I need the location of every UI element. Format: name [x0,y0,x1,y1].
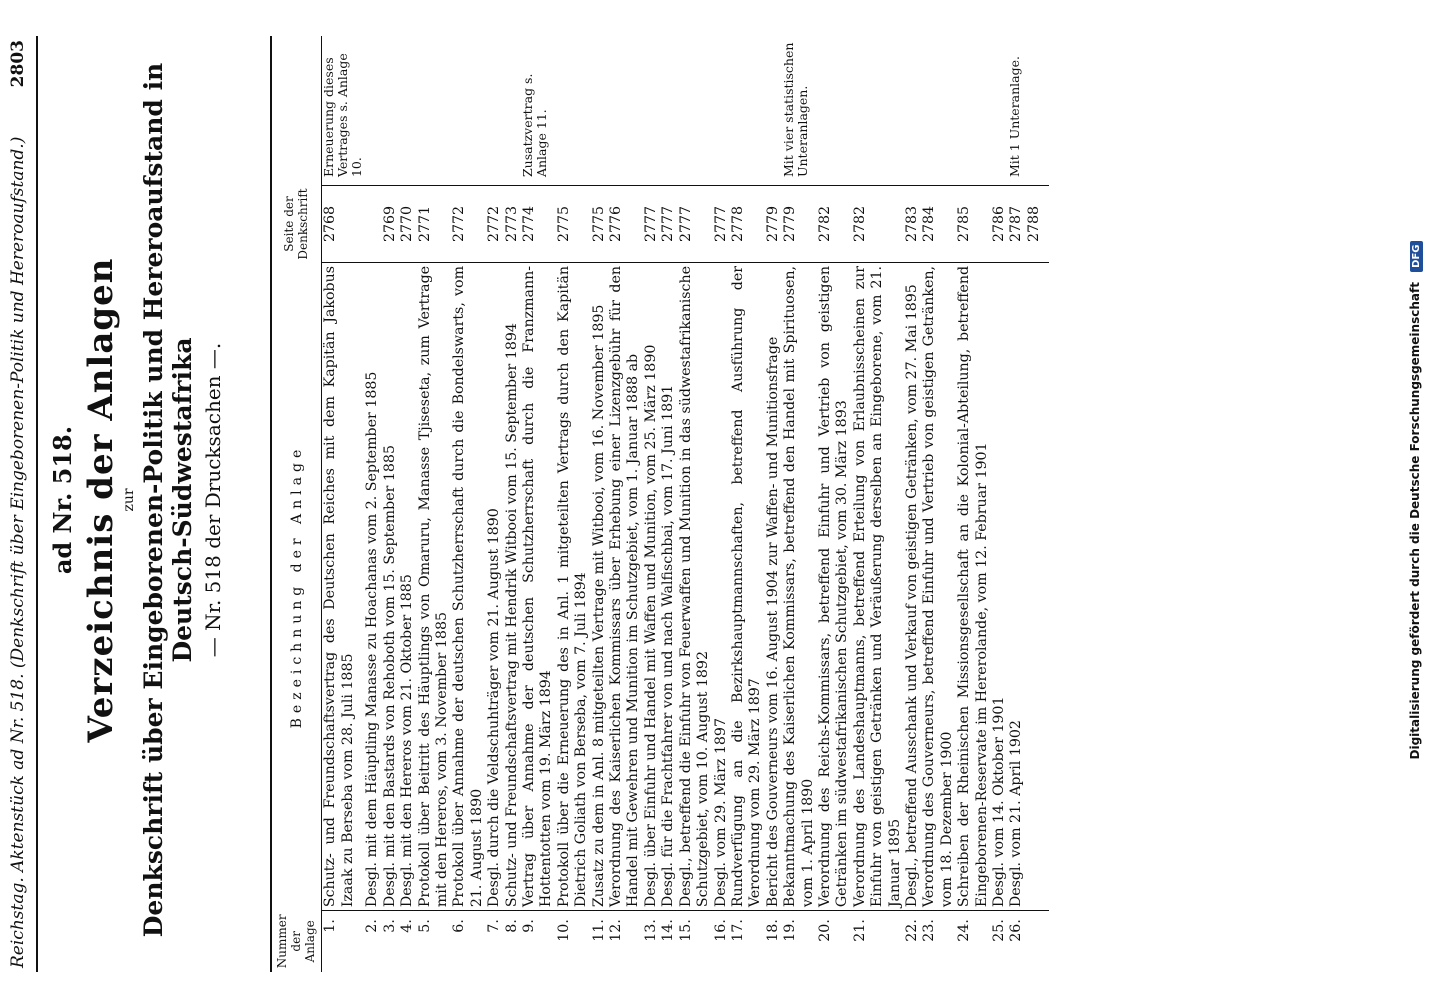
row-page: 2775 [556,186,591,263]
row-page: 2783 [904,186,921,263]
row-description: Schutz- und Freundschaftsvertrag mit Hendrik Witbooi vom 15. September 1894 [504,262,521,910]
row-description: Desgl. vom 14. Oktober 1901 [991,262,1008,910]
row-remark [504,36,521,186]
header-description: Bezeichnung der Anlage [271,262,322,910]
table-header-row [271,36,322,972]
row-description: Protokoll über die Erneuerung des in Anl. 1 mitgeteilten Vertrags durch den Kapitän Dietrich Goliath von Berseba, vom 7. Juli 1894 [556,262,591,910]
table-row [713,36,730,972]
row-number: 22. [903,919,920,942]
row-page: 2788 [1026,186,1049,263]
row-number: 25. [991,919,1008,942]
row-page: 2770 [399,186,416,263]
row-number: 21. [851,919,868,942]
table-row [382,36,399,972]
table-row [852,36,904,972]
row-remark [364,36,381,186]
row-remark [451,36,486,186]
table-body [322,36,1049,972]
table-row [643,36,660,972]
row-remark [678,36,713,186]
row-page: 2784 [921,186,956,263]
row-page [364,186,381,263]
row-page: 2777 [660,186,677,263]
row-number: 7. [486,919,503,933]
row-remark [591,36,608,186]
row-number: 4. [399,919,416,933]
row-description: Desgl., betreffend Ausschank und Verkauf von geistigen Getränken, vom 27. Mai 1895 [904,262,921,910]
page-number: 2803 [8,40,28,88]
table-row [322,36,365,972]
title-block [42,60,225,940]
row-page: 2786 [991,186,1008,263]
row-page: 2777 [678,186,713,263]
row-remark: Zusatzvertrag s. Anlage 11. [520,73,550,178]
row-number: 20. [816,919,833,942]
row-remark [730,36,765,186]
table-row [399,36,416,972]
table-row [782,36,817,972]
row-remark [556,36,591,186]
row-description: Protokoll über Annahme der deutschen Schutzherrschaft durch die Bondelswarts, vom 21. August 1890 [451,262,486,910]
row-page: 2768 [322,186,365,263]
row-number: 6. [451,919,468,933]
header-remarks [271,36,322,186]
row-page: 2777 [643,186,660,263]
row-remark [817,36,852,186]
row-page: 2772 [486,186,503,263]
row-number: 12. [608,919,625,942]
running-header [2,36,38,972]
row-description: Desgl. durch die Veldschuhträger vom 21. August 1890 [486,262,503,910]
row-remark [921,36,956,186]
row-number: 19. [782,919,799,942]
row-remark [643,36,660,186]
table-row [364,36,381,972]
table-row [678,36,713,972]
row-number: 11. [590,919,607,942]
drucksachen-ref: — Nr. 518 der Drucksachen —. [201,342,225,658]
row-number: 10. [555,919,572,942]
row-description: Schreiben der Rheinischen Missionsgesellschaft an die Kolonial-Abteilung, betreffend Eingeborenen-Reservate im Hererolande, vom 12. Februar 1901 [956,262,991,910]
row-description: Bekanntmachung des Kaiserlichen Kommissars, betreffend den Handel mit Spirituosen, vom 1. April 1890 [782,262,817,910]
table-row [1026,36,1049,972]
subtitle: Denkschrift über Eingeborenen-Politik und Hereroaufstand in Deutsch-Südwestafrika [139,62,197,938]
row-remark [382,36,399,186]
row-page: 2782 [852,186,904,263]
row-description: Desgl. für die Frachtfahrer von und nach Walfischbai, vom 17. Juni 1891 [660,262,677,910]
row-number: 24. [956,919,973,942]
zur-word: zur [121,488,137,512]
table-row [991,36,1008,972]
row-description: Verordnung des Landeshauptmanns, betreffend Erteilung von Erlaubnisscheinen zur Einfuhr von geistigen Getränken und Veräußerung derselben an Eingeborene, vom 21. Januar 1895 [852,262,904,910]
row-number: 2. [364,919,381,933]
table-row [1008,36,1025,972]
row-remark: Mit vier statistischen Unteranlagen. [781,42,811,178]
header-title: Reichstag. Aktenstück ad Nr. 518. (Denkschrift über Eingeborenen-Politik und Hereroaufstand.) [8,136,28,968]
table-row [521,36,556,972]
row-page: 2779 [765,186,782,263]
row-number: 26. [1008,919,1025,942]
ad-number: ad Nr. 518. [48,425,77,575]
row-page: 2778 [730,186,765,263]
row-remark [852,36,904,186]
table-row [904,36,921,972]
row-number [1026,911,1049,972]
row-number: 17. [729,919,746,942]
row-remark [765,36,782,186]
row-remark: Erneuerung dieses Vertrages s. Anlage 10. [321,53,365,178]
table-row [556,36,591,972]
row-page: 2775 [591,186,608,263]
table-row [608,36,643,972]
row-page: 2785 [956,186,991,263]
row-description: Desgl. vom 21. April 1902 [1008,262,1025,910]
table-row [921,36,956,972]
footer-text: Digitalisierung gefördert durch die Deutsche Forschungsgemeinschaft [1408,282,1422,760]
row-number: 23. [921,919,938,942]
row-number: 3. [381,919,398,933]
table-row [504,36,521,972]
row-page: 2776 [608,186,643,263]
row-remark [399,36,416,186]
row-description: Desgl. mit den Bastards von Rehoboth vom 15. September 1885 [382,262,399,910]
row-description: Desgl. vom 29. März 1897 [713,262,730,910]
row-page: 2771 [417,186,452,263]
row-remark [956,36,991,186]
row-remark [417,36,452,186]
row-page: 2782 [817,186,852,263]
row-description: Schutz- und Freundschaftsvertrag des Deutschen Reiches mit dem Kapitän Jakobus Izaak zu Berseba vom 28. Juli 1885 [322,262,365,910]
row-description: Protokoll über Beitritt des Häuptlings von Omaruru, Manasse Tjiseseta, zum Vertrage mit den Hereros, vom 3. November 1885 [417,262,452,910]
row-description: Verordnung des Kaiserlichen Kommissars über Erhebung einer Lizenzgebühr für den Handel mit Gewehren und Munition im Schutzgebiet, vom 1. Januar 1888 ab [608,262,643,910]
table-row [956,36,991,972]
row-remark [904,36,921,186]
table-row [817,36,852,972]
row-description: Zusatz zu dem in Anl. 8 mitgeteilten Vertrage mit Witbooi, vom 16. November 1895 [591,262,608,910]
row-number: 14. [660,919,677,942]
row-description: Rundverfügung an die Bezirkshauptmannschaften, betreffend Ausführung der Verordnung vom 29. März 1897 [730,262,765,910]
row-number: 15. [677,919,694,942]
dfg-logo: DFG [1410,241,1423,272]
row-number: 1. [322,919,339,933]
row-description: Desgl. mit den Hereros vom 21. Oktober 1885 [399,262,416,910]
table-row [591,36,608,972]
row-description [1026,262,1049,910]
row-remark [1026,36,1049,186]
row-page: 2769 [382,186,399,263]
annex-table [270,36,1049,972]
row-remark [991,36,1008,186]
row-page: 2774 [521,186,556,263]
row-description: Desgl. mit dem Häuptling Manasse zu Hoachanas vom 2. September 1885 [364,262,381,910]
row-description: Vertrag über Annahme der deutschen Schutzherrschaft durch die Franzmann-Hottentotten vom 19. März 1894 [521,262,556,910]
row-number: 13. [642,919,659,942]
table-row [451,36,486,972]
footer [1408,0,1423,1000]
row-description: Bericht des Gouverneurs vom 16. August 1904 zur Waffen- und Munitionsfrage [765,262,782,910]
table-row [765,36,782,972]
row-number: 8. [503,919,520,933]
row-description: Desgl., betreffend die Einfuhr von Feuerwaffen und Munition in das südwestafrikanische Schutzgebiet, vom 10. August 1892 [678,262,713,910]
row-remark [713,36,730,186]
row-number: 9. [521,919,538,933]
main-title: Verzeichnis der Anlagen [81,257,121,743]
row-description: Verordnung des Gouverneurs, betreffend Einfuhr und Vertrieb von geistigen Getränken, vom 18. Dezember 1900 [921,262,956,910]
row-description: Desgl. über Einfuhr und Handel mit Waffen und Munition, vom 25. März 1890 [643,262,660,910]
header-page: Seite der Denkschrift [271,186,322,263]
row-remark [660,36,677,186]
row-number: 18. [764,919,781,942]
row-number: 5. [416,919,433,933]
row-remark: Mit 1 Unteranlage. [1007,56,1023,178]
row-remark [486,36,503,186]
row-number: 16. [712,919,729,942]
table-row [417,36,452,972]
row-page: 2772 [451,186,486,263]
row-page: 2779 [782,186,817,263]
table-row [730,36,765,972]
table-row [660,36,677,972]
row-page: 2773 [504,186,521,263]
row-page: 2777 [713,186,730,263]
header-number: Nummer der Anlage [271,911,322,972]
row-page: 2787 [1008,186,1025,263]
row-description: Verordnung des Reichs-Kommissars, betreffend Einfuhr und Vertrieb von geistigen Getränken im südwestafrikanischen Schutzgebiet, vom 30. März 1893 [817,262,852,910]
table-row [486,36,503,972]
row-remark [608,36,643,186]
